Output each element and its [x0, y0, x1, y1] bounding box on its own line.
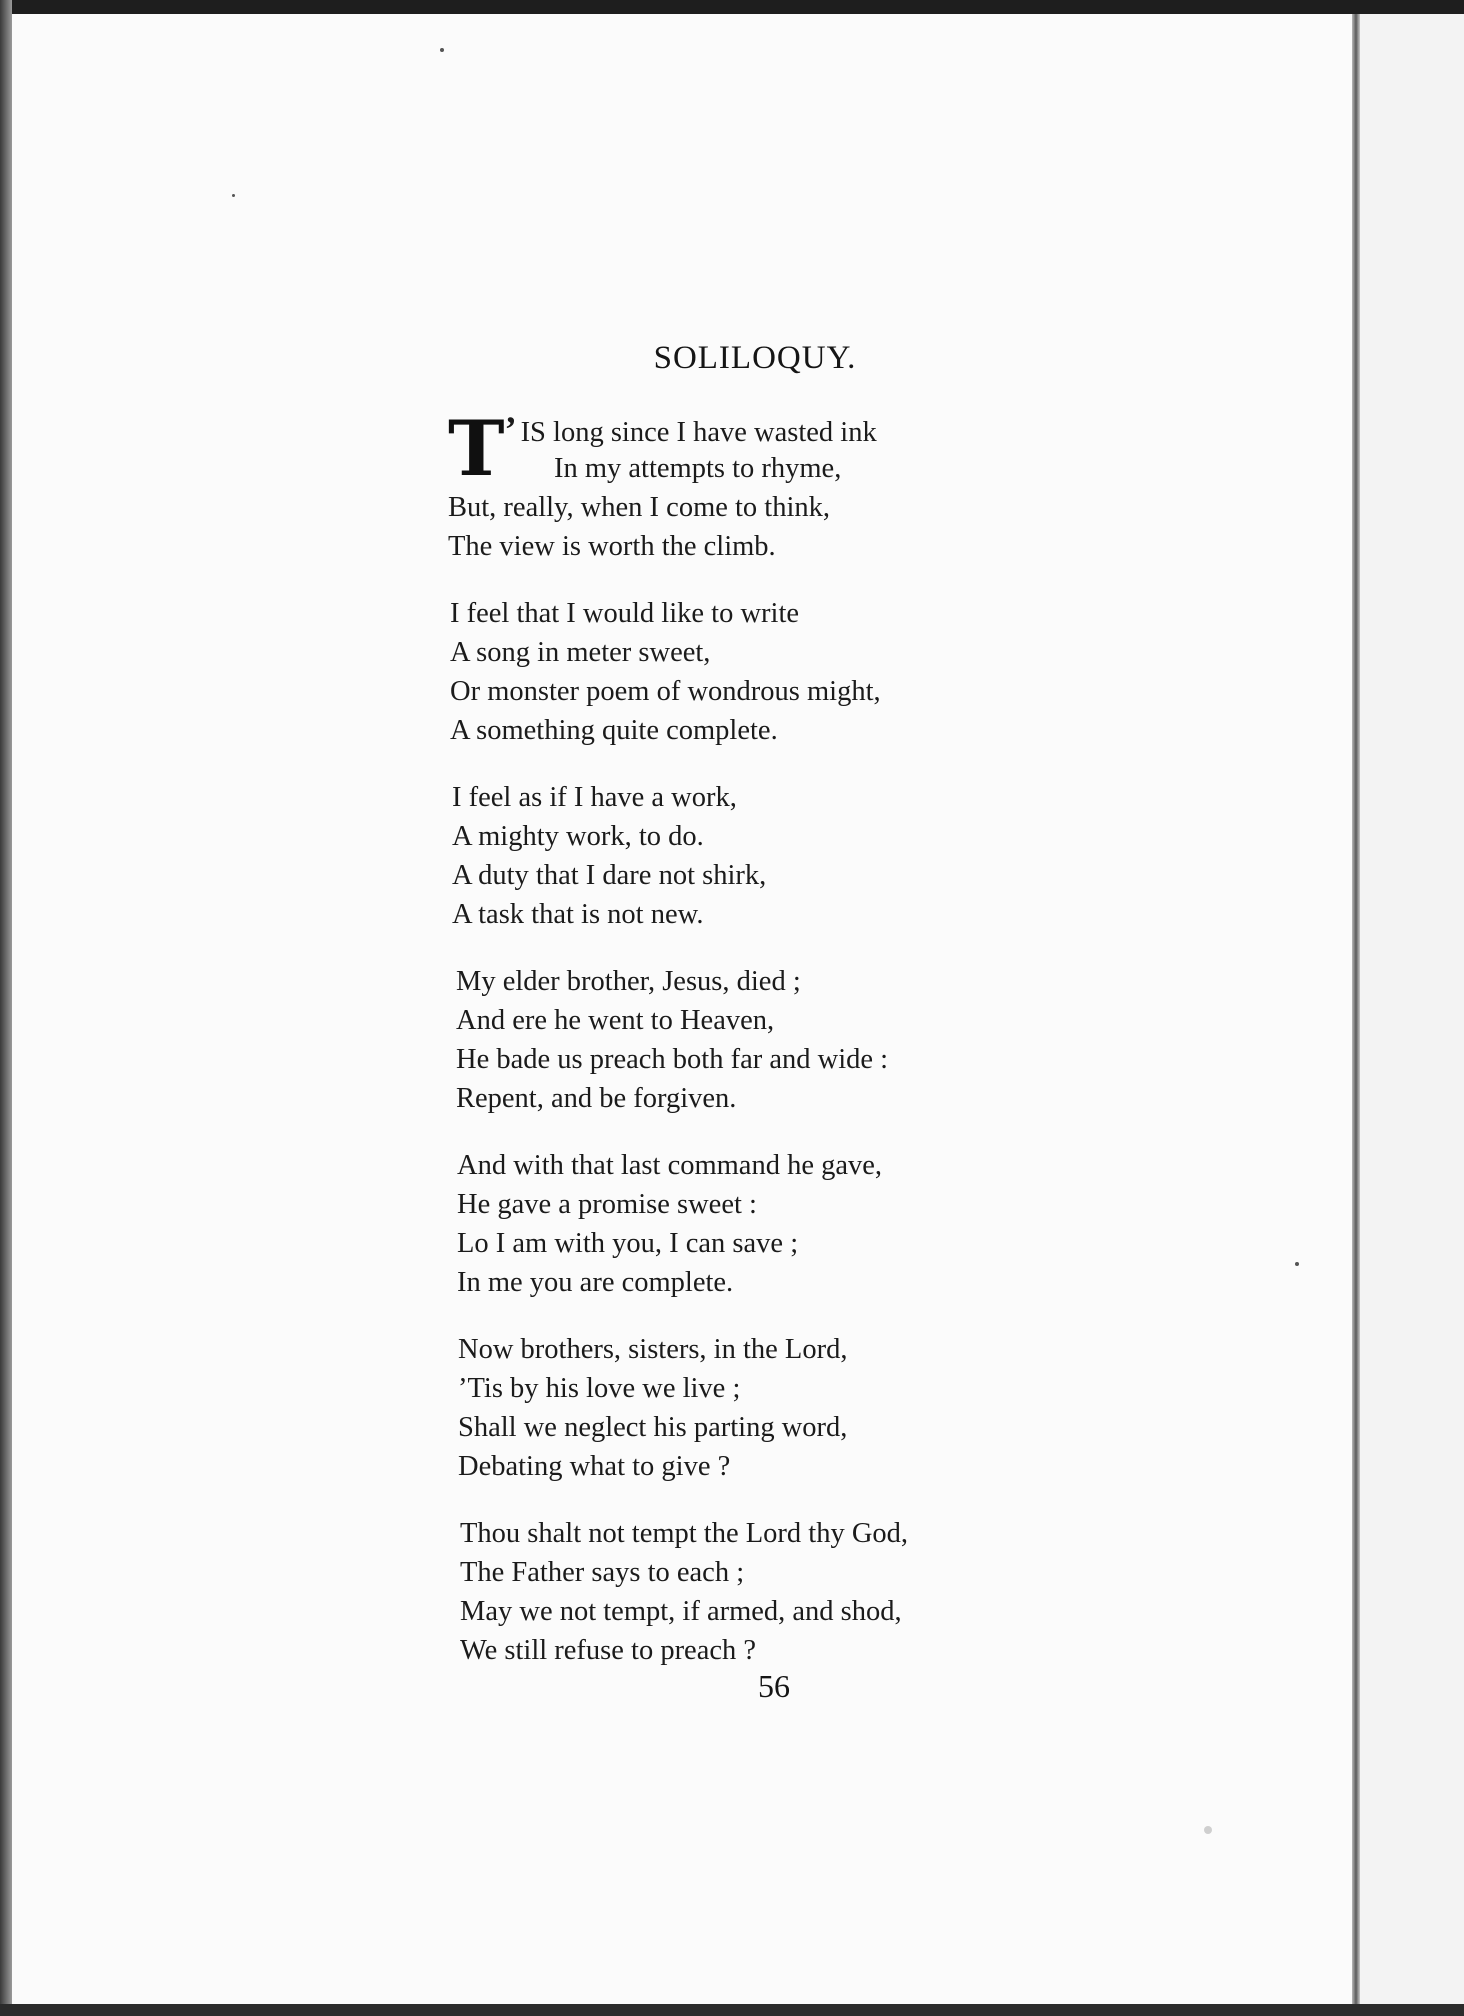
- stanza-2: [450, 594, 908, 750]
- poem-line: A task that is not new.: [452, 899, 704, 930]
- poem-body: [448, 404, 909, 1698]
- poem-line: A something quite complete.: [450, 715, 778, 746]
- poem-line: The view is worth the climb.: [448, 531, 776, 562]
- scan-left-border: [0, 0, 12, 2016]
- poem-line: Debating what to give ?: [458, 1451, 731, 1482]
- poem-line: A song in meter sweet,: [450, 637, 711, 668]
- drop-cap: T: [448, 404, 505, 493]
- ink-speck: [232, 194, 235, 197]
- poem-line: Thou shalt not tempt the Lord thy God,: [460, 1518, 909, 1549]
- poem-title: SOLILOQUY.: [653, 340, 857, 376]
- poem-line: We still refuse to preach ?: [460, 1635, 757, 1666]
- stanza-3: [452, 778, 908, 934]
- poem-line: ’Tis by his love we live ;: [458, 1373, 741, 1404]
- poem-line: And with that last command he gave,: [457, 1150, 883, 1181]
- stanza-7: [460, 1514, 908, 1670]
- poem-line: Now brothers, sisters, in the Lord,: [458, 1334, 848, 1365]
- poem-line: In me you are complete.: [457, 1267, 734, 1298]
- poem-line: Repent, and be forgiven.: [456, 1083, 737, 1114]
- scan-bottom-border: [0, 2004, 1464, 2016]
- book-gutter: [1352, 14, 1360, 2004]
- stanza-5: [457, 1146, 908, 1302]
- poem-line: A duty that I dare not shirk,: [452, 860, 767, 891]
- ink-speck: [440, 48, 444, 52]
- poem-line: A mighty work, to do.: [452, 821, 704, 852]
- poem-line: And ere he went to Heaven,: [456, 1005, 775, 1036]
- poem-line: Lo I am with you, I can save ;: [457, 1228, 799, 1259]
- poem-line: May we not tempt, if armed, and shod,: [460, 1596, 902, 1627]
- stanza-4: [456, 962, 908, 1118]
- page-number: 56: [758, 1668, 790, 1704]
- scan-top-border: [0, 0, 1464, 14]
- ink-speck: [1295, 1262, 1299, 1266]
- paper-blemish: [1204, 1826, 1212, 1834]
- leading-apostrophe: ’: [504, 409, 517, 449]
- poem-line: But, really, when I come to think,: [448, 492, 831, 523]
- poem-line: He gave a promise sweet :: [457, 1189, 757, 1220]
- poem-line: He bade us preach both far and wide :: [456, 1044, 889, 1075]
- poem-line: I feel that I would like to write: [450, 598, 800, 629]
- poem-line: My elder brother, Jesus, died ;: [456, 966, 801, 997]
- line-text: IS long since I have wasted ink: [520, 417, 877, 448]
- stanza-1: [448, 404, 908, 566]
- stanza-6: [458, 1330, 908, 1486]
- poem-line: Shall we neglect his parting word,: [458, 1412, 848, 1443]
- poem-line: In my attempts to rhyme,: [554, 453, 842, 484]
- poem-line: The Father says to each ;: [460, 1557, 745, 1588]
- poem-line: I feel as if I have a work,: [452, 782, 737, 813]
- poem-line: Or monster poem of wondrous might,: [450, 676, 881, 707]
- facing-page-edge: [1360, 14, 1464, 2004]
